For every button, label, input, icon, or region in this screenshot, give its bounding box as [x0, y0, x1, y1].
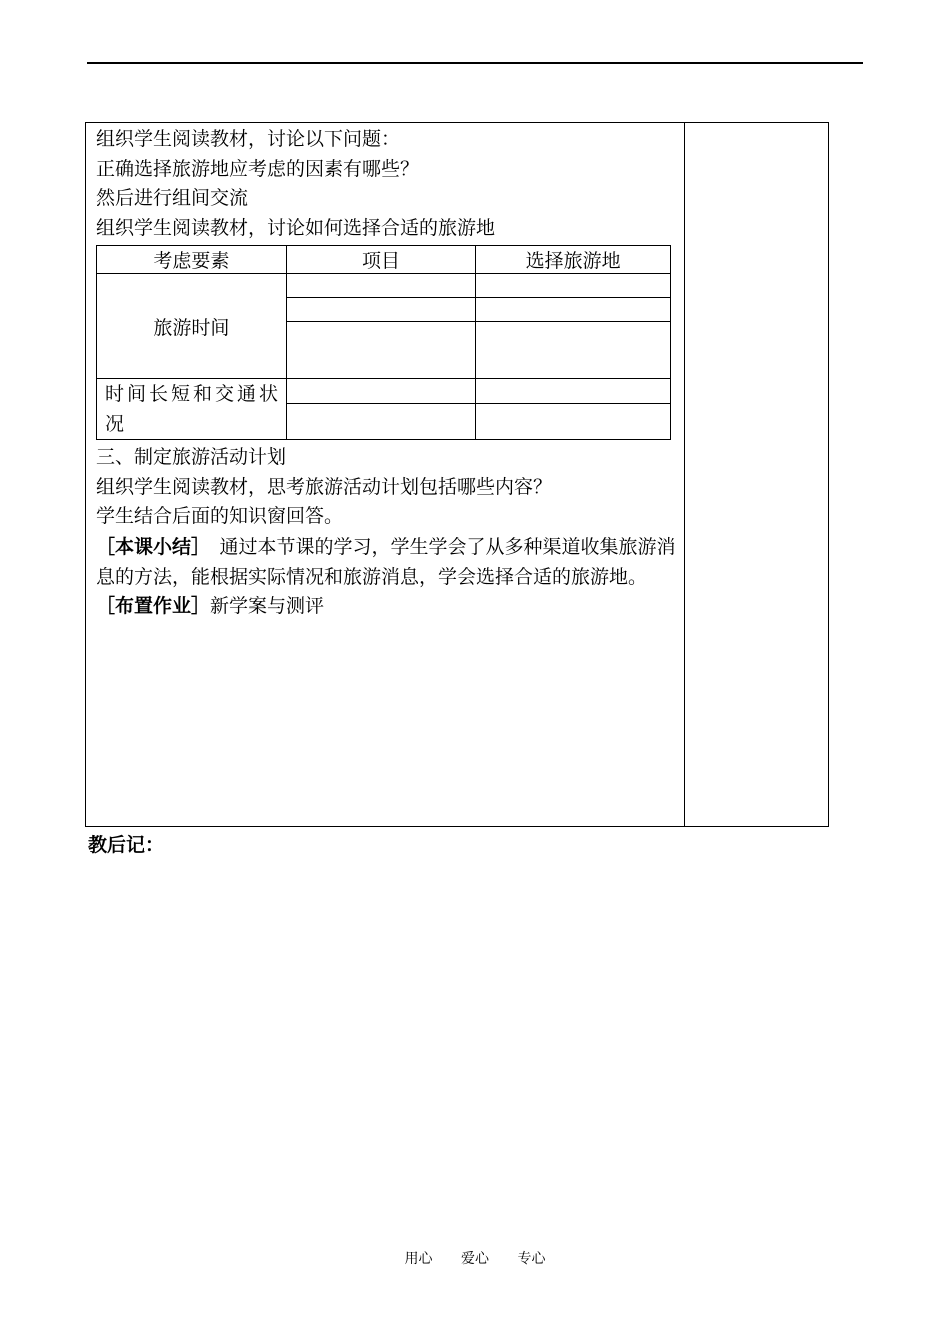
footer-word: 爱心 [461, 1251, 489, 1267]
header-rule [87, 62, 863, 64]
table-cell-empty [476, 404, 671, 440]
table-cell-empty [476, 274, 671, 298]
summary-paragraph [96, 532, 681, 592]
summary-label: ［本课小结］ [96, 535, 201, 558]
body-line-1: 组织学生阅读教材，讨论以下问题： [96, 128, 401, 150]
homework-text: 新学案与测评 [210, 594, 325, 617]
table-cell-empty [286, 274, 476, 298]
body-line-2: 正确选择旅游地应考虑的因素有哪些？ [96, 157, 420, 180]
body-line-3: 然后进行组间交流 [96, 187, 249, 209]
table-cell-empty [476, 298, 671, 322]
header-factor: 考虑要素 [97, 246, 287, 274]
factor-duration-transport: 时间长短和交通状况 [97, 379, 287, 440]
homework-line [96, 592, 681, 622]
summary-text: 通过本节课的学习，学生学会了从多种渠道收集旅游消息的方法，能根据实际情况和旅游消息，学会选择合适的旅游地。 [96, 535, 676, 588]
header-item: 项目 [286, 246, 476, 274]
column-divider [684, 123, 685, 826]
table-cell-empty [476, 322, 671, 379]
page-footer [0, 1248, 950, 1268]
lesson-table [85, 122, 829, 827]
table-row [97, 274, 671, 298]
footer-word: 用心 [404, 1251, 433, 1267]
lesson-content [96, 125, 681, 621]
factor-table [96, 245, 671, 440]
post-lesson-notes-label: 教后记： [88, 834, 165, 856]
section3-heading: 三、制定旅游活动计划 [96, 446, 287, 468]
table-cell-empty [286, 379, 476, 404]
section3-line-2: 学生结合后面的知识窗回答。 [96, 505, 344, 527]
body-line-4: 组织学生阅读教材，讨论如何选择合适的旅游地 [96, 216, 496, 239]
table-cell-empty [286, 322, 476, 379]
factor-table-header [97, 246, 671, 274]
header-destination: 选择旅游地 [476, 246, 671, 274]
table-cell-empty [286, 298, 476, 322]
section3-line-1: 组织学生阅读教材，思考旅游活动计划包括哪些内容？ [96, 475, 553, 498]
table-cell-empty [286, 404, 476, 440]
homework-label: ［布置作业］ [96, 594, 211, 617]
footer-word: 专心 [517, 1251, 546, 1267]
table-cell-empty [476, 379, 671, 404]
table-row [97, 379, 671, 404]
factor-travel-time: 旅游时间 [97, 274, 287, 379]
